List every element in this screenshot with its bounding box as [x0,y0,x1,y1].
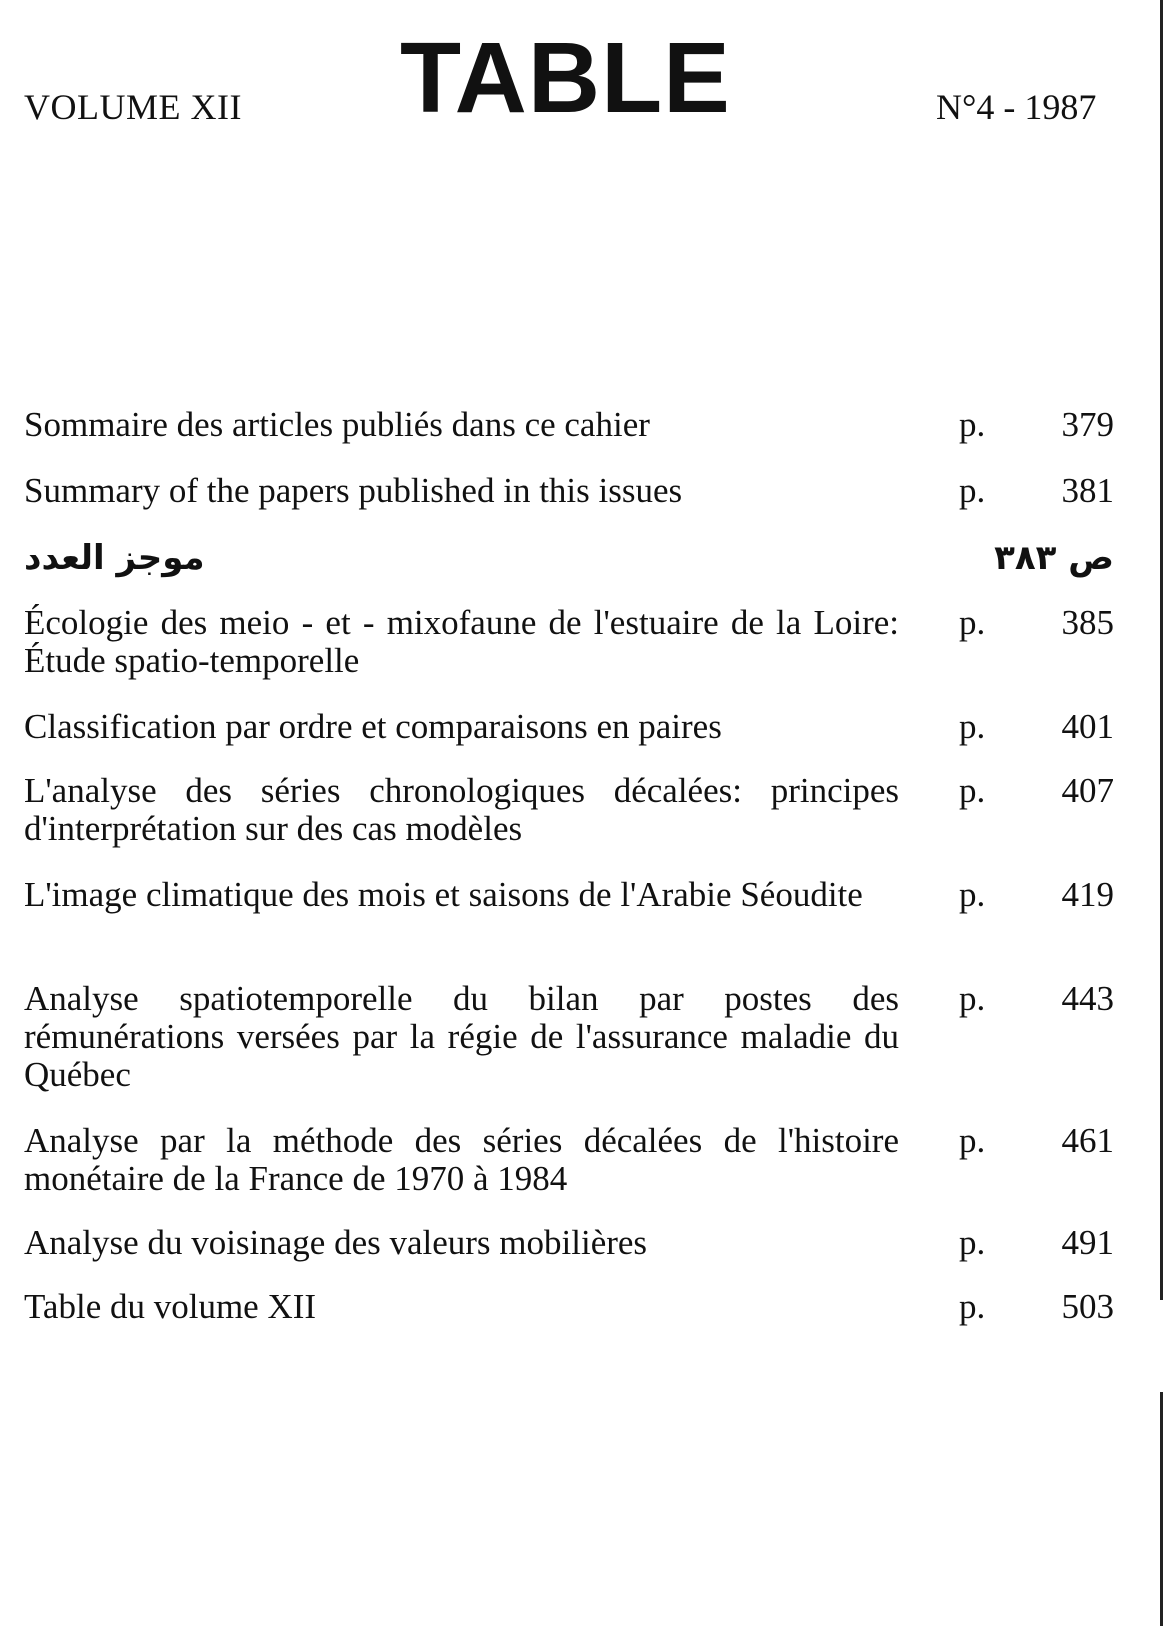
toc-entry-title: Analyse par la méthode des séries décalées de l'histoire monétaire de la France de 1970 à 1984 [24,1121,899,1198]
toc-entry-title: Table du volume XII [24,1287,317,1326]
toc-page-number: 381 [1061,471,1114,510]
page-header [0,0,1170,160]
toc-page-prefix: p. [959,1223,986,1262]
toc-entry-title: L'analyse des séries chronologiques décalées: principes d'interprétation sur des cas modèles [24,771,899,848]
toc-page-prefix: p. [959,603,986,642]
toc-page-number: 385 [1061,603,1114,642]
toc-page-number: 461 [1061,1121,1114,1160]
toc-entry-title-arabic: موجز العدد [24,538,205,578]
toc-entry-title: Summary of the papers published in this issues [24,471,683,510]
toc-page-number-arabic: ص ٣٨٣ [994,538,1114,578]
toc-page-number: 401 [1061,707,1114,746]
toc-page-prefix: p. [959,771,986,810]
toc-page-number: 443 [1061,979,1114,1018]
volume-label: VOLUME XII [24,87,242,127]
toc-page-prefix: p. [959,1121,986,1160]
toc-entry-title: Analyse du voisinage des valeurs mobilières [24,1223,648,1262]
issue-label: N°4 - 1987 [936,87,1097,127]
toc-page-number: 419 [1061,875,1114,914]
toc-page-number: 407 [1061,771,1114,810]
toc-page-prefix: p. [959,875,986,914]
page-edge-line-top [1160,0,1163,1300]
page-title: TABLE [400,22,731,134]
toc-entry-title: Écologie des meio - et - mixofaune de l'estuaire de la Loire: Étude spatio-temporelle [24,603,899,680]
toc-page-prefix: p. [959,979,986,1018]
toc-page-prefix: p. [959,707,986,746]
toc-page-number: 491 [1061,1223,1114,1262]
toc-page-prefix: p. [959,405,986,444]
toc-entry-title: Classification par ordre et comparaisons en paires [24,707,722,746]
toc-page-prefix: p. [959,1287,986,1326]
toc-page-number: 503 [1061,1287,1114,1326]
toc-entry-title: Analyse spatiotemporelle du bilan par postes des rémunérations versées par la régie de l'assurance maladie du Québec [24,979,899,1094]
page-edge-line-bottom [1160,1392,1163,1626]
toc-entry-title: L'image climatique des mois et saisons de l'Arabie Séoudite [24,875,863,914]
toc-page-prefix: p. [959,471,986,510]
toc-page-number: 379 [1061,405,1114,444]
toc-entry-title: Sommaire des articles publiés dans ce cahier [24,405,650,444]
